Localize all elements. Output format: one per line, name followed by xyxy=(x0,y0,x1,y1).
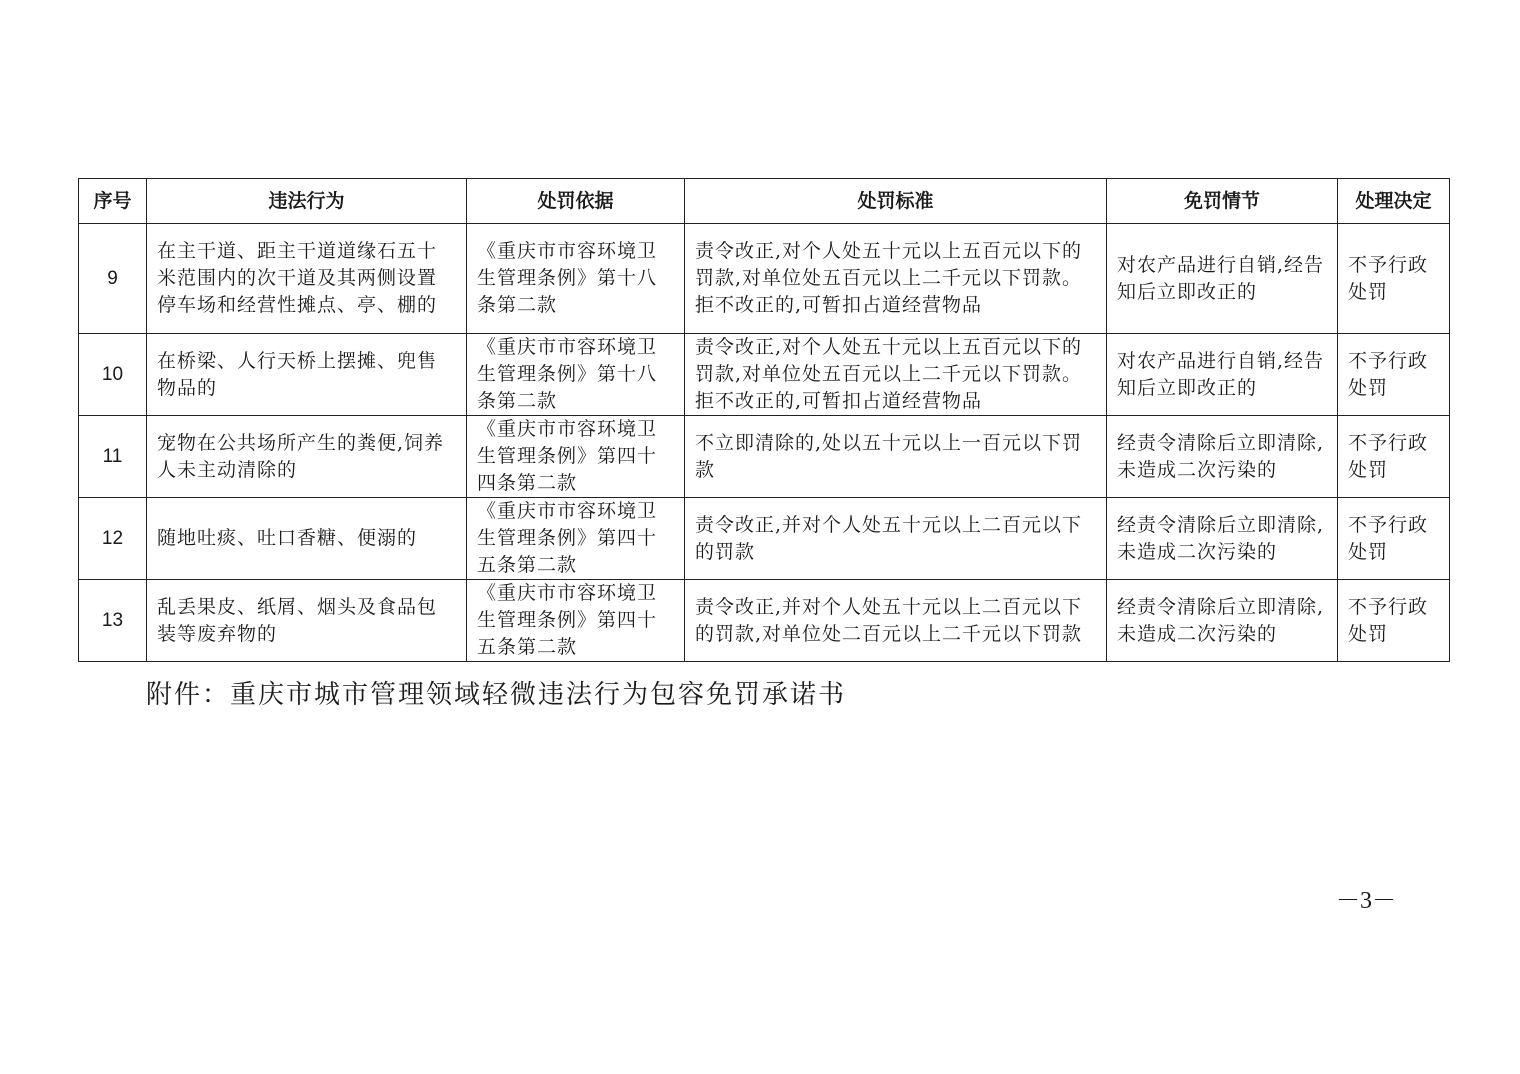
cell-basis: 《重庆市市容环境卫生管理条例》第四十五条第二款 xyxy=(467,498,685,580)
cell-seq: 10 xyxy=(79,334,147,416)
cell-standard: 责令改正,对个人处五十元以上五百元以下的罚款,对单位处五百元以上二千元以下罚款。拒不改正的,可暂扣占道经营物品 xyxy=(685,224,1107,334)
cell-violation: 随地吐痰、吐口香糖、便溺的 xyxy=(147,498,467,580)
cell-decision: 不予行政处罚 xyxy=(1338,224,1450,334)
cell-basis: 《重庆市市容环境卫生管理条例》第十八条第二款 xyxy=(467,334,685,416)
penalty-table xyxy=(78,178,1450,662)
cell-exemption: 经责令清除后立即清除,未造成二次污染的 xyxy=(1107,580,1338,662)
header-basis: 处罚依据 xyxy=(467,179,685,224)
table-row xyxy=(79,416,1450,498)
table-row xyxy=(79,224,1450,334)
cell-basis: 《重庆市市容环境卫生管理条例》第四十四条第二款 xyxy=(467,416,685,498)
cell-decision: 不予行政处罚 xyxy=(1338,580,1450,662)
cell-standard: 责令改正,并对个人处五十元以上二百元以下的罚款 xyxy=(685,498,1107,580)
cell-standard: 责令改正,对个人处五十元以上五百元以下的罚款,对单位处五百元以上二千元以下罚款。拒不改正的,可暂扣占道经营物品 xyxy=(685,334,1107,416)
cell-decision: 不予行政处罚 xyxy=(1338,498,1450,580)
cell-decision: 不予行政处罚 xyxy=(1338,334,1450,416)
table-row xyxy=(79,498,1450,580)
header-exemption: 免罚情节 xyxy=(1107,179,1338,224)
attachment-note: 附件：重庆市城市管理领域轻微违法行为包容免罚承诺书 xyxy=(146,680,847,710)
page-number: －3－ xyxy=(1336,888,1396,914)
cell-standard: 不立即清除的,处以五十元以上一百元以下罚款 xyxy=(685,416,1107,498)
cell-standard: 责令改正,并对个人处五十元以上二百元以下的罚款,对单位处二百元以上二千元以下罚款 xyxy=(685,580,1107,662)
header-decision: 处理决定 xyxy=(1338,179,1450,224)
cell-violation: 宠物在公共场所产生的粪便,饲养人未主动清除的 xyxy=(147,416,467,498)
cell-violation: 在主干道、距主干道道缘石五十米范围内的次干道及其两侧设置停车场和经营性摊点、亭、棚的 xyxy=(147,224,467,334)
cell-basis: 《重庆市市容环境卫生管理条例》第四十五条第二款 xyxy=(467,580,685,662)
cell-seq: 13 xyxy=(79,580,147,662)
cell-decision: 不予行政处罚 xyxy=(1338,416,1450,498)
cell-exemption: 对农产品进行自销,经告知后立即改正的 xyxy=(1107,334,1338,416)
cell-exemption: 经责令清除后立即清除,未造成二次污染的 xyxy=(1107,498,1338,580)
cell-seq: 12 xyxy=(79,498,147,580)
cell-basis: 《重庆市市容环境卫生管理条例》第十八条第二款 xyxy=(467,224,685,334)
table-row xyxy=(79,580,1450,662)
cell-exemption: 经责令清除后立即清除,未造成二次污染的 xyxy=(1107,416,1338,498)
header-violation: 违法行为 xyxy=(147,179,467,224)
table-header-row xyxy=(79,179,1450,224)
header-standard: 处罚标准 xyxy=(685,179,1107,224)
table-row xyxy=(79,334,1450,416)
header-seq: 序号 xyxy=(79,179,147,224)
cell-violation: 乱丢果皮、纸屑、烟头及食品包装等废弃物的 xyxy=(147,580,467,662)
cell-seq: 11 xyxy=(79,416,147,498)
cell-violation: 在桥梁、人行天桥上摆摊、兜售物品的 xyxy=(147,334,467,416)
cell-seq: 9 xyxy=(79,224,147,334)
cell-exemption: 对农产品进行自销,经告知后立即改正的 xyxy=(1107,224,1338,334)
